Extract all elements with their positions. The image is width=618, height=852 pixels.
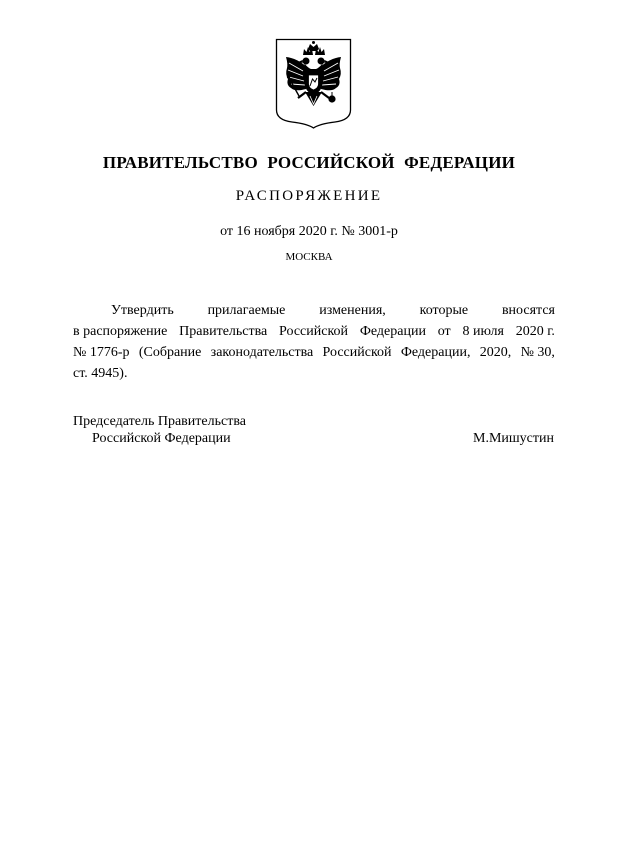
- decree-text: [73, 300, 555, 384]
- signatory-position-line-2: Российской Федерации: [92, 431, 231, 446]
- word: № 1776-р: [73, 345, 130, 360]
- date-and-number: от 16 ноября 2020 г. № 3001-р: [220, 224, 398, 239]
- document-type: РАСПОРЯЖЕНИЕ: [235, 188, 383, 204]
- word: изменения,: [319, 303, 386, 318]
- word: Российской: [322, 345, 392, 360]
- word: Российской: [279, 324, 349, 339]
- word: 2020 г.: [515, 324, 555, 339]
- signatory-position-line-1: Председатель Правительства: [73, 414, 246, 429]
- word: в распоряжение: [73, 324, 168, 339]
- word: (Собрание: [138, 345, 202, 360]
- text-line-2: [73, 321, 555, 342]
- word: вносятся: [501, 303, 555, 318]
- word: Федерации: [359, 324, 426, 339]
- word: законодательства: [210, 345, 314, 360]
- word: Федерации,: [400, 345, 471, 360]
- city: МОСКВА: [285, 251, 333, 263]
- word: прилагаемые: [207, 303, 286, 318]
- russian-coat-of-arms-icon: [275, 38, 352, 129]
- word: от: [437, 324, 451, 339]
- word: 2020,: [479, 345, 512, 360]
- text-line-3: [73, 342, 555, 363]
- signatory-name: М.Мишустин: [473, 431, 554, 446]
- text-line-4: ст. 4945).: [73, 366, 128, 381]
- word: которые: [419, 303, 469, 318]
- government-title: ПРАВИТЕЛЬСТВО РОССИЙСКОЙ ФЕДЕРАЦИИ: [102, 153, 516, 172]
- word: № 30,: [520, 345, 555, 360]
- word: Утвердить: [111, 303, 174, 318]
- word: 8 июля: [462, 324, 504, 339]
- word: Правительства: [179, 324, 268, 339]
- text-line-1: [111, 300, 555, 321]
